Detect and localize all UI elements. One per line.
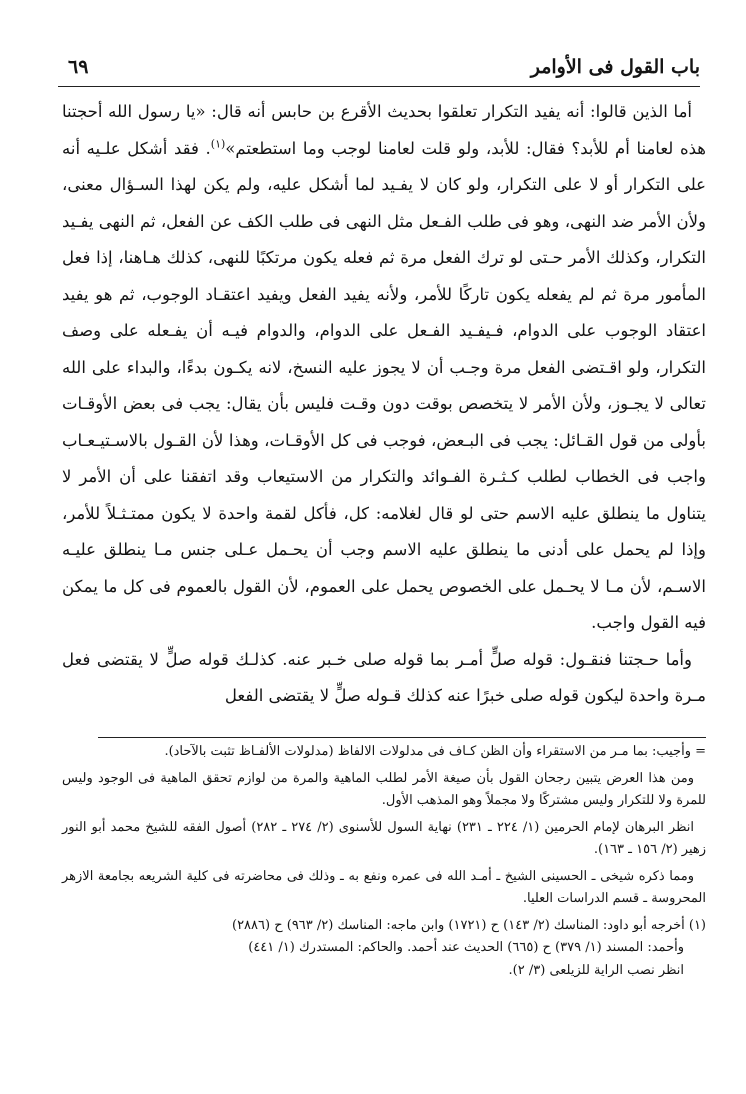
footnote-1 — [62, 915, 706, 983]
paragraph-1-continuation: . فقد أشكل علـيه أنه على التكرار أو لا على التكرار، ولو كان لا يفـيد لما أشكل عليه، ولم يكن لهذا السـؤال معنى، ولأن الأمر ضد النهى، وهو فى طلب الفـعل مثل النهى فى طلب الكف عن الفعل، ثم النهى يفـيد التكرار، وكذلك الأمر حـتى لو ترك الفعل مرة ثم فعله يكون مرتكبًا للنهى، كذلك هـاهنا، إذا فعل المأمور مرة ثم لم يفعله يكون تاركًا للأمر، ولأنه يفيد الفعل ويفيد اعتقـاد الوجوب، ثم هو يفيد اعتقاد الوجوب على الدوام، فـيفـيد الفـعل على الدوام، والدوام فيـه أن يفـعله على وصف التكرار، ولو اقـتضى الفعل مرة وجـب أن لا يجوز عليه النسخ، لانه يكـون بدءًا، والبداء على الله تعالى لا يجـوز، ولأن الأمر لا يتخصص بوقت دون وقـت فليس بأن يقال: يجب فى بعض الأوقـات بأولى من قول القـائل: يجب فى البـعض، فوجب فى كل الأوقـات، وهذا لأن القـول بالاسـتيـعـاب واجب فى الخطاب لطلب كـثـرة الفـوائد والتكرار من الاستيعاب وقد اتفقنا على أن الأمر لا يتناول ما ينطلق عليه الاسم حتى لو قال لغلامه: كل، فأكل لقمة واحدة لا يكون ممتـثـلاً للأمر، وإذا لم يحمل على أدنى ما ينطلق عليه الاسم وجب أن يحـمل عـلى جنس مـا ينطلق عليـه الاسـم، لأن مـا لا يحـمل على الخصوص يحمل على العموم، لأن القول بالعموم فى كل ما يمكن فيه القول واجب. — [62, 138, 706, 632]
footnote-1-line-2: وأحمد: المسند (١/ ٣٧٩) ح (٦٦٥) الحديث عند أحمد. والحاكم: المستدرك (١/ ٤٤١) — [248, 940, 684, 955]
footnote-note-1: ومن هذا العرض يتبين رجحان القول بأن صيغة الأمر لطلب الماهية والمرة من لوازم تحقق الماهية فى الوجود وليس للمرة ولا للتكرار وليس مشتركًا ولا مجملاً وهو المذهب الأول. — [62, 770, 706, 808]
footnotes — [62, 741, 706, 986]
paragraph-1 — [62, 94, 706, 642]
footnote-1-line-1: (١) أخرجه أبو داود: المناسك (٢/ ١٤٣) ح (١٧٢١) وابن ماجه: المناسك (٢/ ٩٦٣) ح (٢٨٨٦) — [231, 917, 706, 933]
main-text — [62, 94, 706, 715]
running-title: باب القول فى الأوامر — [530, 56, 700, 78]
paragraph-2: وأما حـجتنا فنقـول: قوله صلٍّ أمـر بما قوله صلى خـبر عنه. كذلـك قوله صلٍّ لا يقتضى فعل مـرة واحدة ليكون قوله صلى خبرًا عنه كذلك قـوله صلٍّ لا يقتضى الفعل — [62, 649, 706, 705]
page-number: ٦٩ — [68, 56, 89, 78]
page-header — [58, 52, 700, 88]
footnote-continuation: = وأجيب: بما مـر من الاستقراء وأن الظن كـاف فى مدلولات الالفاظ (مدلولات الألفـاظ تثبت بالآحاد). — [164, 744, 706, 759]
footnote-1-line-3: انظر نصب الراية للزيلعى (٣/ ٢). — [508, 962, 684, 978]
paragraph-1-text: أما الذين قالوا: أنه يفيد التكرار تعلقوا بحديث الأقرع بن حابس أنه قال: «يا رسول الله أحجتنا هذه لعامنا أم للأبد؟ فقال: للأبد، ولو قلت لعامنا لوجب وما استطعتم» — [62, 102, 706, 158]
footnote-note-3: ومما ذكره شيخى ـ الحسينى الشيخ ـ أمـد الله فى عمره ونفع به ـ وذلك فى محاضرته فى كلية الشريعه بجامعة الازهر المحروسة ـ قسم الدراسات العليا. — [62, 868, 706, 906]
header-rule — [58, 86, 700, 87]
footnote-note-2: انظر البرهان لإمام الحرمين (١/ ٢٢٤ ـ ٢٣١) نهاية السول للأسنوى (٢/ ٢٧٤ ـ ٢٨٢) أصول الفقه للشيخ محمد أبو النور زهير (٢/ ١٥٦ ـ ١٦٣). — [62, 819, 706, 857]
footnote-rule — [98, 737, 706, 738]
footnote-marker[interactable]: (١) — [210, 137, 226, 150]
